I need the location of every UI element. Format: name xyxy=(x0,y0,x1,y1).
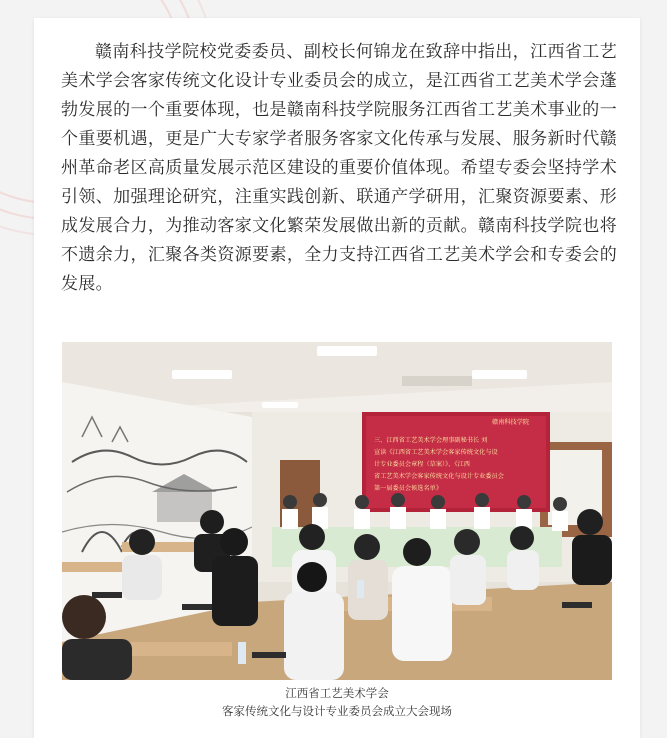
meeting-photo xyxy=(62,342,612,680)
photo-caption xyxy=(62,684,612,720)
article-card xyxy=(34,18,640,738)
article-paragraph: 赣南科技学院校党委委员、副校长何锦龙在致辞中指出，江西省工艺美术学会客家传统文化设计专业委员会的成立，是江西省工艺美术学会蓬勃发展的一个重要体现，也是赣南科技学院服务江西省工艺美术事业的一个重要机遇，更是广大专家学者服务客家文化传承与发展、服务新时代赣州革命老区高质量发展示范区建设的重要价值体现。希望专委会坚持学术引领、加强理论研究，注重实践创新、联通产学研用，汇聚资源要素、形成发展合力，为推动客家文化繁荣发展做出新的贡献。赣南科技学院也将不遗余力，汇聚各类资源要素，全力支持江西省工艺美术学会和专委会的发展。 xyxy=(61,42,617,294)
slide-line: 宣读《江西省工艺美术学会客家传统文化与设 xyxy=(374,449,498,456)
slide-header: 赣南科技学院 xyxy=(492,419,530,426)
water-bottle xyxy=(357,580,364,598)
caption-line-1: 江西省工艺美术学会 xyxy=(285,686,389,700)
meeting-scene-illustration xyxy=(62,342,612,680)
air-conditioner xyxy=(402,376,472,386)
slide-line: 省工艺美术学会客家传统文化与设计专业委员会 xyxy=(374,473,504,480)
ceiling-light xyxy=(472,370,527,379)
slide-line: 三、江西省工艺美术学会理事副秘书长 刘 xyxy=(374,437,488,444)
caption-line-2: 客家传统文化与设计专业委员会成立大会现场 xyxy=(222,704,452,718)
slide-line: 计专业委员会章程（草案）》、《江西 xyxy=(374,461,470,468)
slide-line: 第一届委员会候选名单》 xyxy=(374,485,443,492)
water-bottle xyxy=(238,642,246,664)
ceiling-light xyxy=(262,402,298,408)
ceiling-light xyxy=(317,346,377,356)
desk xyxy=(62,562,122,572)
ceiling-light xyxy=(172,370,232,379)
